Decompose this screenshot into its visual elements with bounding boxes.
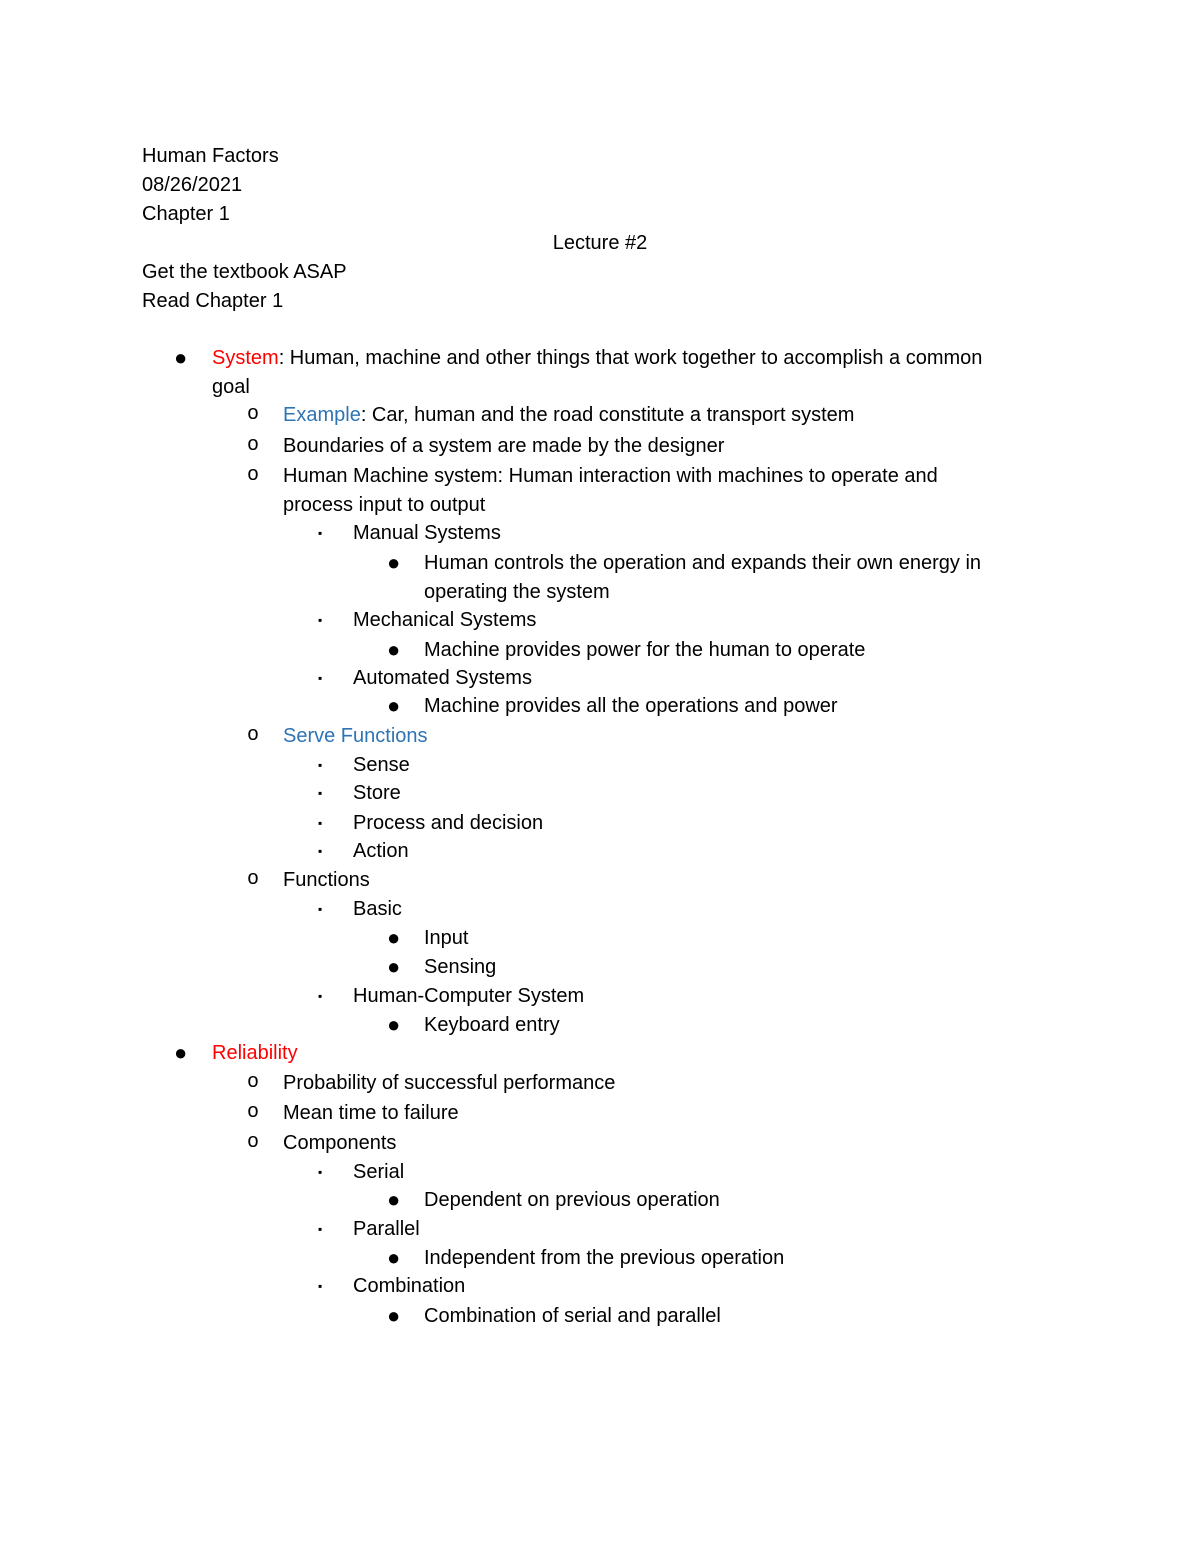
reliability-components: Components bbox=[283, 1132, 397, 1154]
manual-systems: Manual Systems bbox=[353, 522, 501, 544]
bullet-square-icon: ▪ bbox=[318, 902, 323, 916]
reliability-term: Reliability bbox=[212, 1042, 298, 1064]
mechanical-desc: Machine provides power for the human to operate bbox=[424, 639, 866, 661]
boundaries-item: Boundaries of a system are made by the designer bbox=[283, 435, 725, 457]
bullet-disc-icon: ● bbox=[174, 345, 188, 370]
serve-item: Action bbox=[353, 840, 409, 862]
bullet-circle-icon: o bbox=[247, 464, 260, 487]
course-title: Human Factors bbox=[142, 145, 279, 167]
functions: Functions bbox=[283, 869, 370, 891]
parallel: Parallel bbox=[353, 1218, 420, 1240]
bullet-circle-icon: o bbox=[247, 434, 260, 457]
todo-textbook: Get the textbook ASAP bbox=[142, 261, 347, 283]
basic: Basic bbox=[353, 898, 402, 920]
serve-functions: Serve Functions bbox=[283, 725, 428, 747]
example-term: Example bbox=[283, 404, 361, 426]
automated-systems: Automated Systems bbox=[353, 667, 532, 689]
lecture-number: Lecture #2 bbox=[552, 232, 648, 254]
bullet-disc-icon: ● bbox=[387, 693, 401, 718]
bullet-disc-icon: ● bbox=[387, 1187, 401, 1212]
bullet-disc-icon: ● bbox=[387, 1012, 401, 1037]
bullet-square-icon: ▪ bbox=[318, 786, 323, 800]
bullet-disc-icon: ● bbox=[387, 954, 401, 979]
example-item bbox=[283, 403, 854, 427]
system-term: System bbox=[212, 347, 279, 369]
system-definition-cont: goal bbox=[212, 376, 250, 398]
bullet-square-icon: ▪ bbox=[318, 816, 323, 830]
bullet-square-icon: ▪ bbox=[318, 844, 323, 858]
system-definition-text: : Human, machine and other things that work together to accomplish a common bbox=[278, 347, 983, 369]
bullet-square-icon: ▪ bbox=[318, 613, 323, 627]
bullet-square-icon: ▪ bbox=[318, 1165, 323, 1179]
bullet-square-icon: ▪ bbox=[318, 1222, 323, 1236]
hms-item: Human Machine system: Human interaction with machines to operate and bbox=[283, 465, 938, 487]
parallel-desc: Independent from the previous operation bbox=[424, 1247, 785, 1269]
manual-desc-cont: operating the system bbox=[424, 581, 610, 603]
serve-item: Sense bbox=[353, 754, 410, 776]
lecture-date: 08/26/2021 bbox=[142, 174, 243, 196]
todo-read-chapter: Read Chapter 1 bbox=[142, 290, 284, 312]
bullet-circle-icon: o bbox=[247, 1101, 260, 1124]
bullet-disc-icon: ● bbox=[387, 550, 401, 575]
bullet-disc-icon: ● bbox=[387, 925, 401, 950]
combination: Combination bbox=[353, 1275, 466, 1297]
reliability-mttf: Mean time to failure bbox=[283, 1102, 459, 1124]
bullet-square-icon: ▪ bbox=[318, 1279, 323, 1293]
reliability-probability: Probability of successful performance bbox=[283, 1072, 616, 1094]
bullet-disc-icon: ● bbox=[387, 637, 401, 662]
bullet-disc-icon: ● bbox=[174, 1040, 188, 1065]
serial: Serial bbox=[353, 1161, 405, 1183]
manual-desc: Human controls the operation and expands their own energy in bbox=[424, 552, 982, 574]
automated-desc: Machine provides all the operations and power bbox=[424, 695, 838, 717]
mechanical-systems: Mechanical Systems bbox=[353, 609, 537, 631]
bullet-circle-icon: o bbox=[247, 1071, 260, 1094]
bullet-circle-icon: o bbox=[247, 1131, 260, 1154]
hms-item-cont: process input to output bbox=[283, 494, 486, 516]
example-text: : Car, human and the road constitute a transport system bbox=[360, 404, 855, 426]
bullet-square-icon: ▪ bbox=[318, 526, 323, 540]
bullet-circle-icon: o bbox=[247, 724, 260, 747]
basic-item: Sensing bbox=[424, 956, 497, 978]
human-computer-system: Human-Computer System bbox=[353, 985, 585, 1007]
system-definition bbox=[212, 346, 982, 370]
bullet-circle-icon: o bbox=[247, 403, 260, 426]
serve-item: Store bbox=[353, 782, 401, 804]
bullet-disc-icon: ● bbox=[387, 1303, 401, 1328]
bullet-square-icon: ▪ bbox=[318, 758, 323, 772]
bullet-square-icon: ▪ bbox=[318, 671, 323, 685]
hcs-item: Keyboard entry bbox=[424, 1014, 560, 1036]
basic-item: Input bbox=[424, 927, 469, 949]
chapter-label: Chapter 1 bbox=[142, 203, 230, 225]
combination-desc: Combination of serial and parallel bbox=[424, 1305, 721, 1327]
serial-desc: Dependent on previous operation bbox=[424, 1189, 720, 1211]
bullet-square-icon: ▪ bbox=[318, 989, 323, 1003]
bullet-circle-icon: o bbox=[247, 868, 260, 891]
bullet-disc-icon: ● bbox=[387, 1245, 401, 1270]
serve-item: Process and decision bbox=[353, 812, 544, 834]
